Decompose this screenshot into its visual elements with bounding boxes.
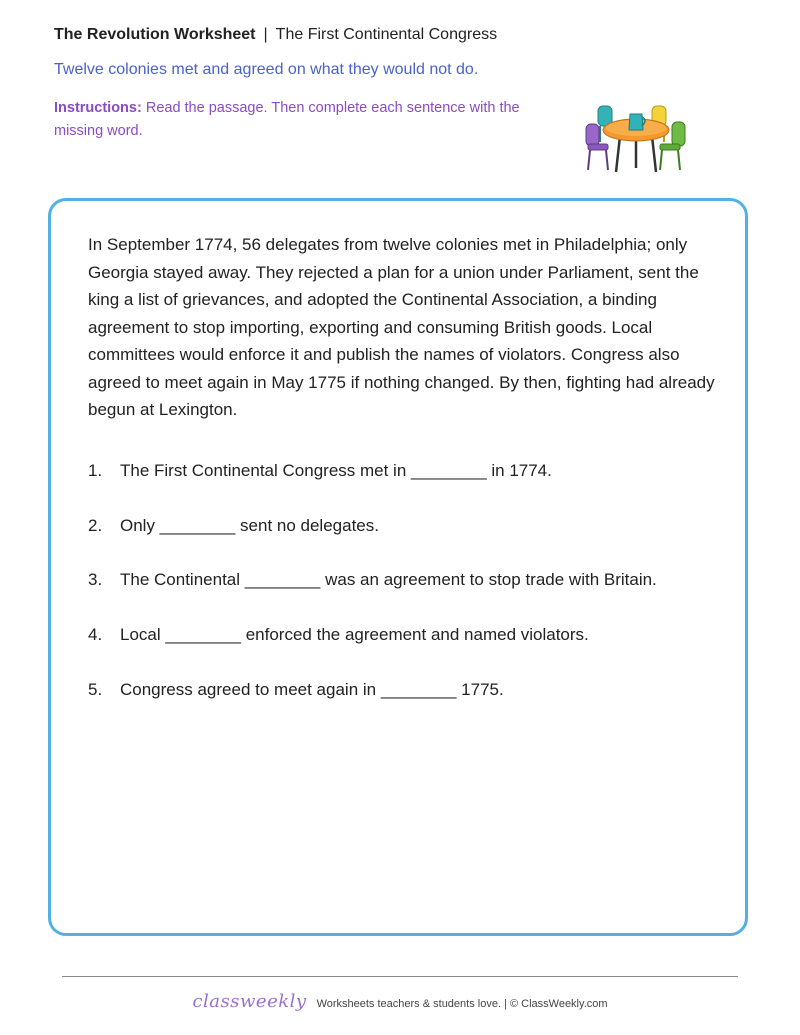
worksheet-topic: The First Continental Congress <box>275 26 498 43</box>
footer-tagline: Worksheets teachers & students love. | © ClassWeekly.com <box>316 998 608 1010</box>
question-number: 3. <box>88 570 103 589</box>
question-item <box>88 680 504 700</box>
footer-divider <box>62 976 738 977</box>
table-with-chairs-icon <box>580 100 690 178</box>
question-text: Congress agreed to meet again in ________ 1775. <box>120 680 504 699</box>
header-separator: | <box>263 26 268 43</box>
classweekly-logo: classweekly <box>192 991 307 1012</box>
question-item <box>88 461 552 481</box>
question-number: 2. <box>88 516 103 535</box>
question-text: Local ________ enforced the agreement and named violators. <box>120 625 589 644</box>
question-text: The First Continental Congress met in ________ in 1774. <box>120 461 552 480</box>
question-number: 5. <box>88 680 103 699</box>
worksheet-header <box>54 26 497 44</box>
question-number: 4. <box>88 625 103 644</box>
worksheet-title: The Revolution Worksheet <box>54 26 256 43</box>
question-number: 1. <box>88 461 103 480</box>
question-item <box>88 625 589 645</box>
worksheet-subtitle: Twelve colonies met and agreed on what they would not do. <box>54 61 479 78</box>
pitcher-icon <box>629 114 645 130</box>
passage-card <box>48 198 748 936</box>
question-item <box>88 516 379 536</box>
instructions-label: Instructions: <box>54 100 142 116</box>
question-text: Only ________ sent no delegates. <box>120 516 379 535</box>
question-item <box>88 570 657 590</box>
instructions <box>54 97 564 143</box>
reading-passage: In September 1774, 56 delegates from twelve colonies met in Philadelphia; only Georgia stayed away. They rejected a plan for a union under Parliament, sent the king a list of grievances, and adopted the Continental Association, a binding agreement to stop importing, exporting and consuming British goods. Local committees would enforce it and publish the names of violators. Congress also agreed to meet again in May 1775 if nothing changed. By then, fighting had already begun at Lexington. <box>88 235 715 419</box>
instructions-text: Read the passage. Then complete each sentence with the missing word. <box>54 100 520 139</box>
question-text: The Continental ________ was an agreement to stop trade with Britain. <box>120 570 657 589</box>
page-footer <box>0 991 800 1012</box>
